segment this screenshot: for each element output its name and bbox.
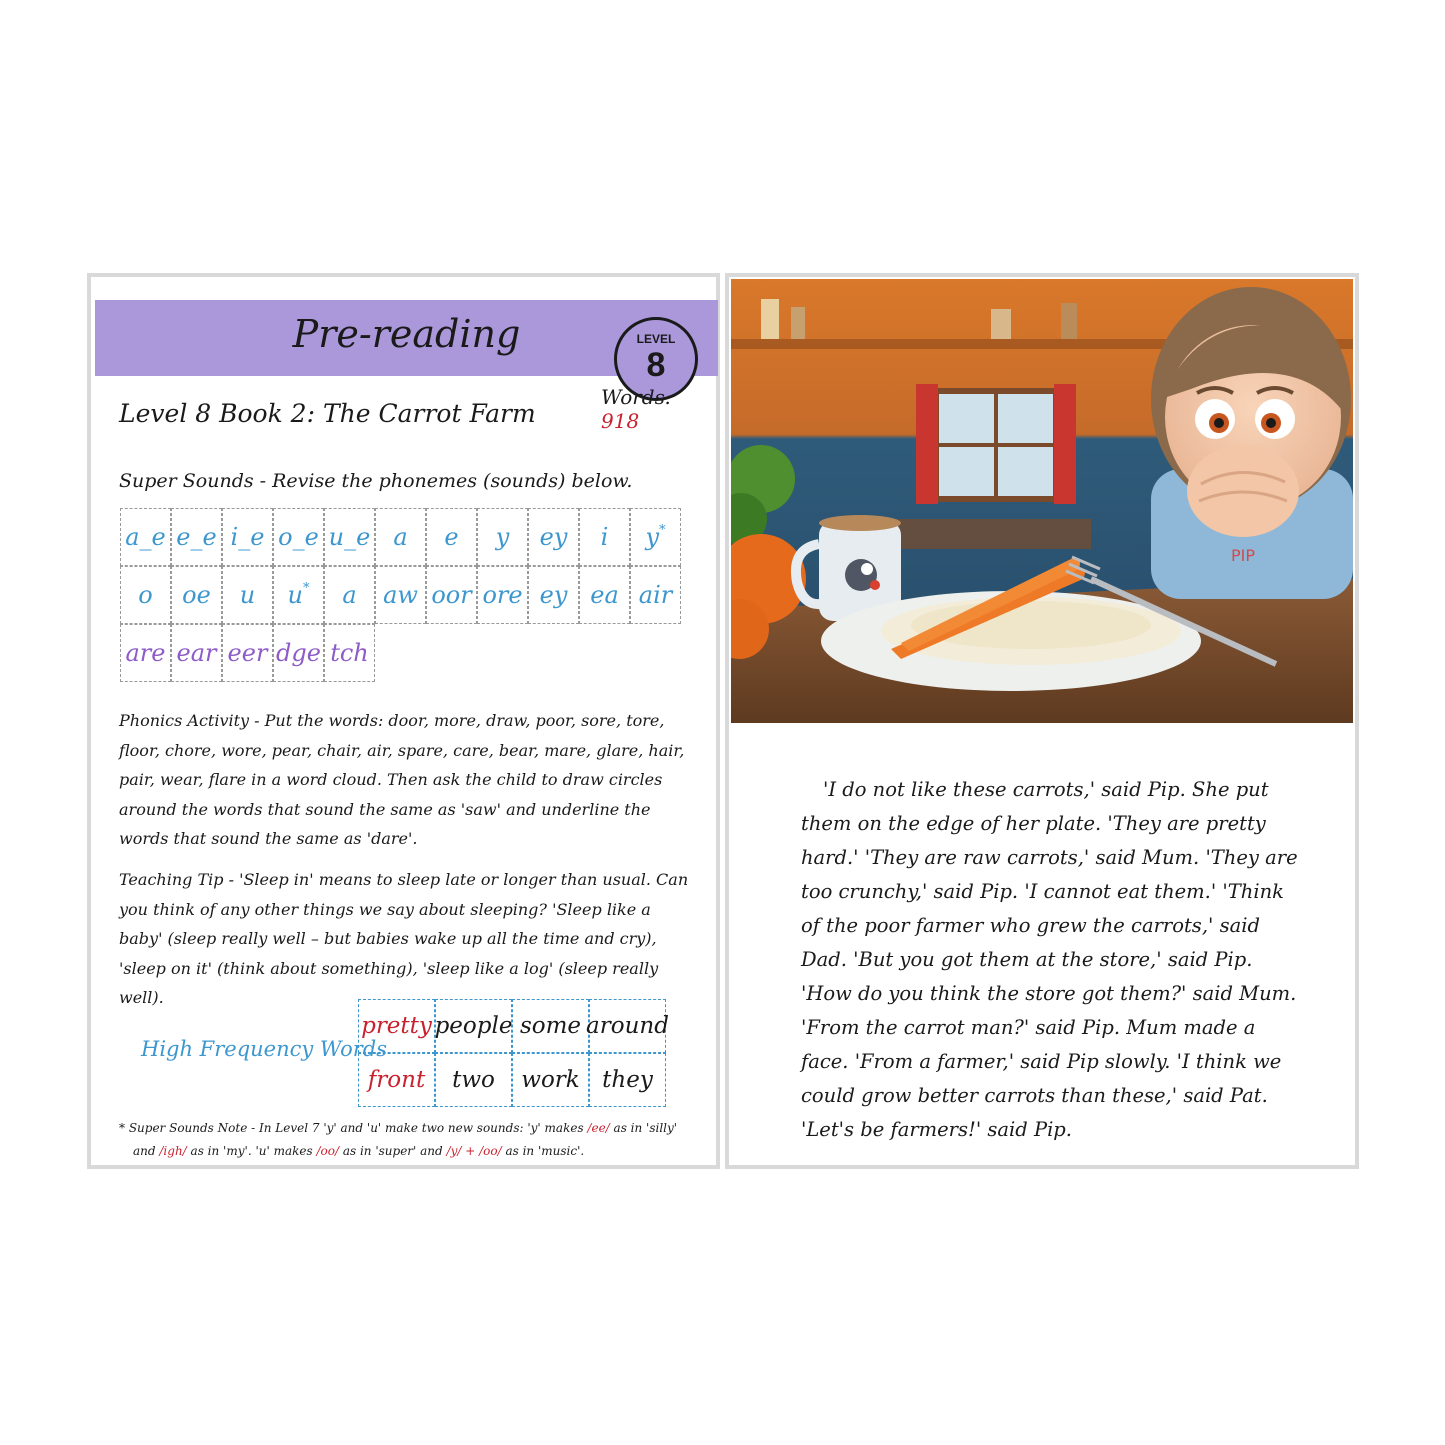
note-text: as in 'super' and xyxy=(339,1144,447,1158)
sound-cell: y xyxy=(477,508,528,566)
note-text: as in 'music'. xyxy=(501,1144,585,1158)
level-label: LEVEL xyxy=(636,332,676,346)
super-sounds-heading: Super Sounds - Revise the phonemes (sounds) below. xyxy=(119,470,633,492)
word-count xyxy=(601,385,716,433)
note-text: as in 'my'. 'u' makes xyxy=(186,1144,317,1158)
sound-cell: a xyxy=(375,508,426,566)
girl-with-carrots-illustration xyxy=(731,279,1353,723)
sound-cell: y * xyxy=(630,508,681,566)
sound-cell: u xyxy=(222,566,273,624)
sounds-row xyxy=(120,508,681,566)
super-sounds-grid xyxy=(120,508,681,682)
sound-cell: o xyxy=(120,566,171,624)
story-illustration xyxy=(731,279,1353,723)
sound-cell: ear xyxy=(171,624,222,682)
note-phoneme-oo: /oo/ xyxy=(316,1144,340,1158)
sound-cell: a xyxy=(324,566,375,624)
sound-cell: air xyxy=(630,566,681,624)
sound-cell: tch xyxy=(324,624,375,682)
words-label: Words: xyxy=(601,385,672,409)
hfw-word: two xyxy=(435,1053,512,1107)
note-phoneme-y-oo: /y/ + /oo/ xyxy=(446,1144,502,1158)
book-title: Level 8 Book 2: The Carrot Farm xyxy=(119,399,536,428)
story-page xyxy=(725,273,1359,1169)
sounds-row xyxy=(120,624,681,682)
hfw-word: work xyxy=(512,1053,589,1107)
sound-cell: e_e xyxy=(171,508,222,566)
story-text: 'I do not like these carrots,' said Pip. She put them on the edge of her plate. 'They are pretty hard.' 'They are raw carrots,' said Mum. 'They are too crunchy,' said Pip. 'I cannot eat them.' 'Think of the poor farmer who grew the carrots,' said Dad. 'But you got them at the store,' said Pip. 'How do you think the store got them?' said Mum. 'From the carrot man?' said Pip. Mum made a face. 'From a farmer,' said Pip slowly. 'I think we could grow better carrots than these,' said Pat. 'Let's be farmers!' said Pip. xyxy=(801,778,1298,1141)
level-number: 8 xyxy=(646,346,666,384)
note-line-1 xyxy=(119,1117,709,1140)
sound-cell: ore xyxy=(477,566,528,624)
sound-cell: ey xyxy=(528,566,579,624)
pre-reading-banner xyxy=(95,300,718,384)
hfw-row xyxy=(358,999,669,1053)
sound-cell: ey xyxy=(528,508,579,566)
sounds-row xyxy=(120,566,681,624)
sound-cell: e xyxy=(426,508,477,566)
sound-cell: are xyxy=(120,624,171,682)
note-phoneme-igh: /igh/ xyxy=(159,1144,187,1158)
sound-cell: a_e xyxy=(120,508,171,566)
sound-cell: i_e xyxy=(222,508,273,566)
high-frequency-words-grid xyxy=(358,999,669,1107)
hfw-word: they xyxy=(589,1053,666,1107)
hfw-word: front xyxy=(358,1053,435,1107)
sound-cell: ea xyxy=(579,566,630,624)
sound-cell: u * xyxy=(273,566,324,624)
words-number: 918 xyxy=(601,409,640,433)
hfw-word: pretty xyxy=(358,999,435,1053)
phonics-activity: Phonics Activity - Put the words: door, more, draw, poor, sore, tore, floor, chore, wore, pear, chair, air, spare, care, bear, mare, glare, hair, pair, wear, flare in a word cloud. Then ask the child to draw circles around the words that sound the same as 'saw' and underline the words that sound the same as 'dare'. xyxy=(119,711,685,848)
sound-cell: u_e xyxy=(324,508,375,566)
sound-cell: eer xyxy=(222,624,273,682)
note-text: * Super Sounds Note - In Level 7 'y' and 'u' make two new sounds: 'y' makes xyxy=(119,1121,588,1135)
pre-reading-page xyxy=(87,273,720,1169)
hfw-word: around xyxy=(589,999,666,1053)
teaching-tip: Teaching Tip - 'Sleep in' means to sleep late or longer than usual. Can you think of any other things we say about sleeping? 'Sleep like a baby' (sleep really well – but babies wake up all the time and cry), 'sleep on it' (think about something), 'sleep like a log' (sleep really well). xyxy=(119,870,689,1007)
sound-cell: aw xyxy=(375,566,426,624)
note-phoneme-ee: /ee/ xyxy=(587,1121,610,1135)
sound-cell: o_e xyxy=(273,508,324,566)
sound-cell: i xyxy=(579,508,630,566)
shirt-text: PIP xyxy=(1231,546,1256,565)
note-line-2 xyxy=(119,1140,709,1163)
super-sounds-note xyxy=(119,1117,709,1163)
hfw-word: people xyxy=(435,999,512,1053)
hfw-word: some xyxy=(512,999,589,1053)
note-text: as in 'silly' xyxy=(609,1121,678,1135)
banner-title: Pre-reading xyxy=(292,312,521,356)
sound-cell: oor xyxy=(426,566,477,624)
sound-cell: oe xyxy=(171,566,222,624)
note-text: and xyxy=(133,1144,160,1158)
hfw-row xyxy=(358,1053,666,1107)
sound-cell: dge xyxy=(273,624,324,682)
hfw-label: High Frequency Words xyxy=(141,1037,387,1061)
